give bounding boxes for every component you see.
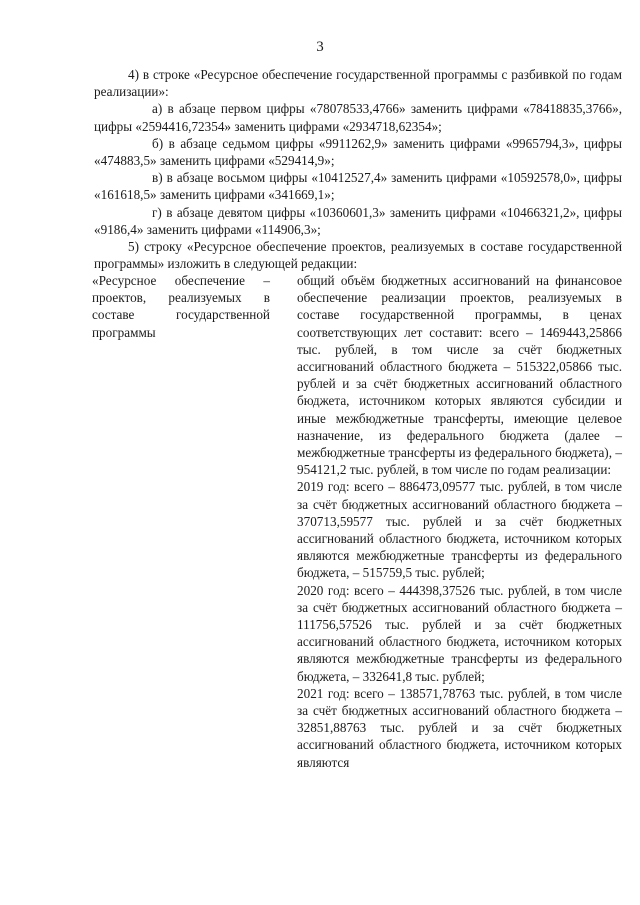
funding-2021: 2021 год: всего – 138571,78763 тыс. рублей, в том числе за счёт бюджетных ассигнований областного бюджета – 32851,88763 тыс. рублей и за счёт бюджетных ассигнований областного бюджета, источником которых являются xyxy=(297,685,622,770)
paragraph-item-4: 4) в строке «Ресурсное обеспечение государственной программы с разбивкой по годам реализации»: xyxy=(94,67,622,100)
page-number: 3 xyxy=(316,39,324,55)
funding-2019: 2019 год: всего – 886473,09577 тыс. рублей, в том числе за счёт бюджетных ассигнований областного бюджета – 370713,59577 тыс. рублей и за счёт бюджетных ассигнований областного бюджета, источником которых являются межбюджетные трансферты из федерального бюджета, – 515759,5 тыс. рублей; xyxy=(297,479,622,581)
amendment-text xyxy=(94,66,622,272)
paragraph-item-4a: а) в абзаце первом цифры «78078533,4766» заменить цифрами «78418835,3766», цифры «2594416,72354» заменить цифрами «2934718,62354»; xyxy=(94,101,622,134)
paragraph-item-4c: в) в абзаце восьмом цифры «10412527,4» заменить цифрами «10592578,0», цифры «161618,5» заменить цифрами «341669,1»; xyxy=(94,170,622,203)
funding-2020: 2020 год: всего – 444398,37526 тыс. рублей, в том числе за счёт бюджетных ассигнований областного бюджета – 111756,57526 тыс. рублей и за счёт бюджетных ассигнований областного бюджета, источником которых являются межбюджетные трансферты из федерального бюджета, – 332641,8 тыс. рублей; xyxy=(297,582,622,684)
funding-total: общий объём бюджетных ассигнований на финансовое обеспечение реализации проектов, реализуемых в составе государственной программы, в ценах соответствующих лет составит: всего – 1469443,25866 тыс. рублей, в том числе за счёт бюджетных ассигнований областного бюджета – 515322,05866 тыс. рублей и за счёт бюджетных ассигнований областного бюджета, источником которых являются субсидии и иные межбюджетные трансферты, имеющие целевое назначение, из федерального бюджета (далее – межбюджетные трансферты из федерального бюджета), – 954121,2 тыс. рублей, в том числе по годам реализации: xyxy=(297,273,622,478)
table-right-cell xyxy=(297,272,622,771)
row-heading: «Ресурсное обеспечение – проектов, реализуемых в составе государственной программы xyxy=(92,273,270,340)
paragraph-item-5: 5) строку «Ресурсное обеспечение проектов, реализуемых в составе государственной программы» изложить в следующей редакции: xyxy=(94,239,622,272)
table-left-cell xyxy=(92,272,270,341)
paragraph-item-4b: б) в абзаце седьмом цифры «9911262,9» заменить цифрами «9965794,3», цифры «474883,5» заменить цифрами «529414,9»; xyxy=(94,135,622,169)
paragraph-item-4d: г) в абзаце девятом цифры «10360601,3» заменить цифрами «10466321,2», цифры «9186,4» заменить цифрами «114906,3»; xyxy=(94,204,622,237)
